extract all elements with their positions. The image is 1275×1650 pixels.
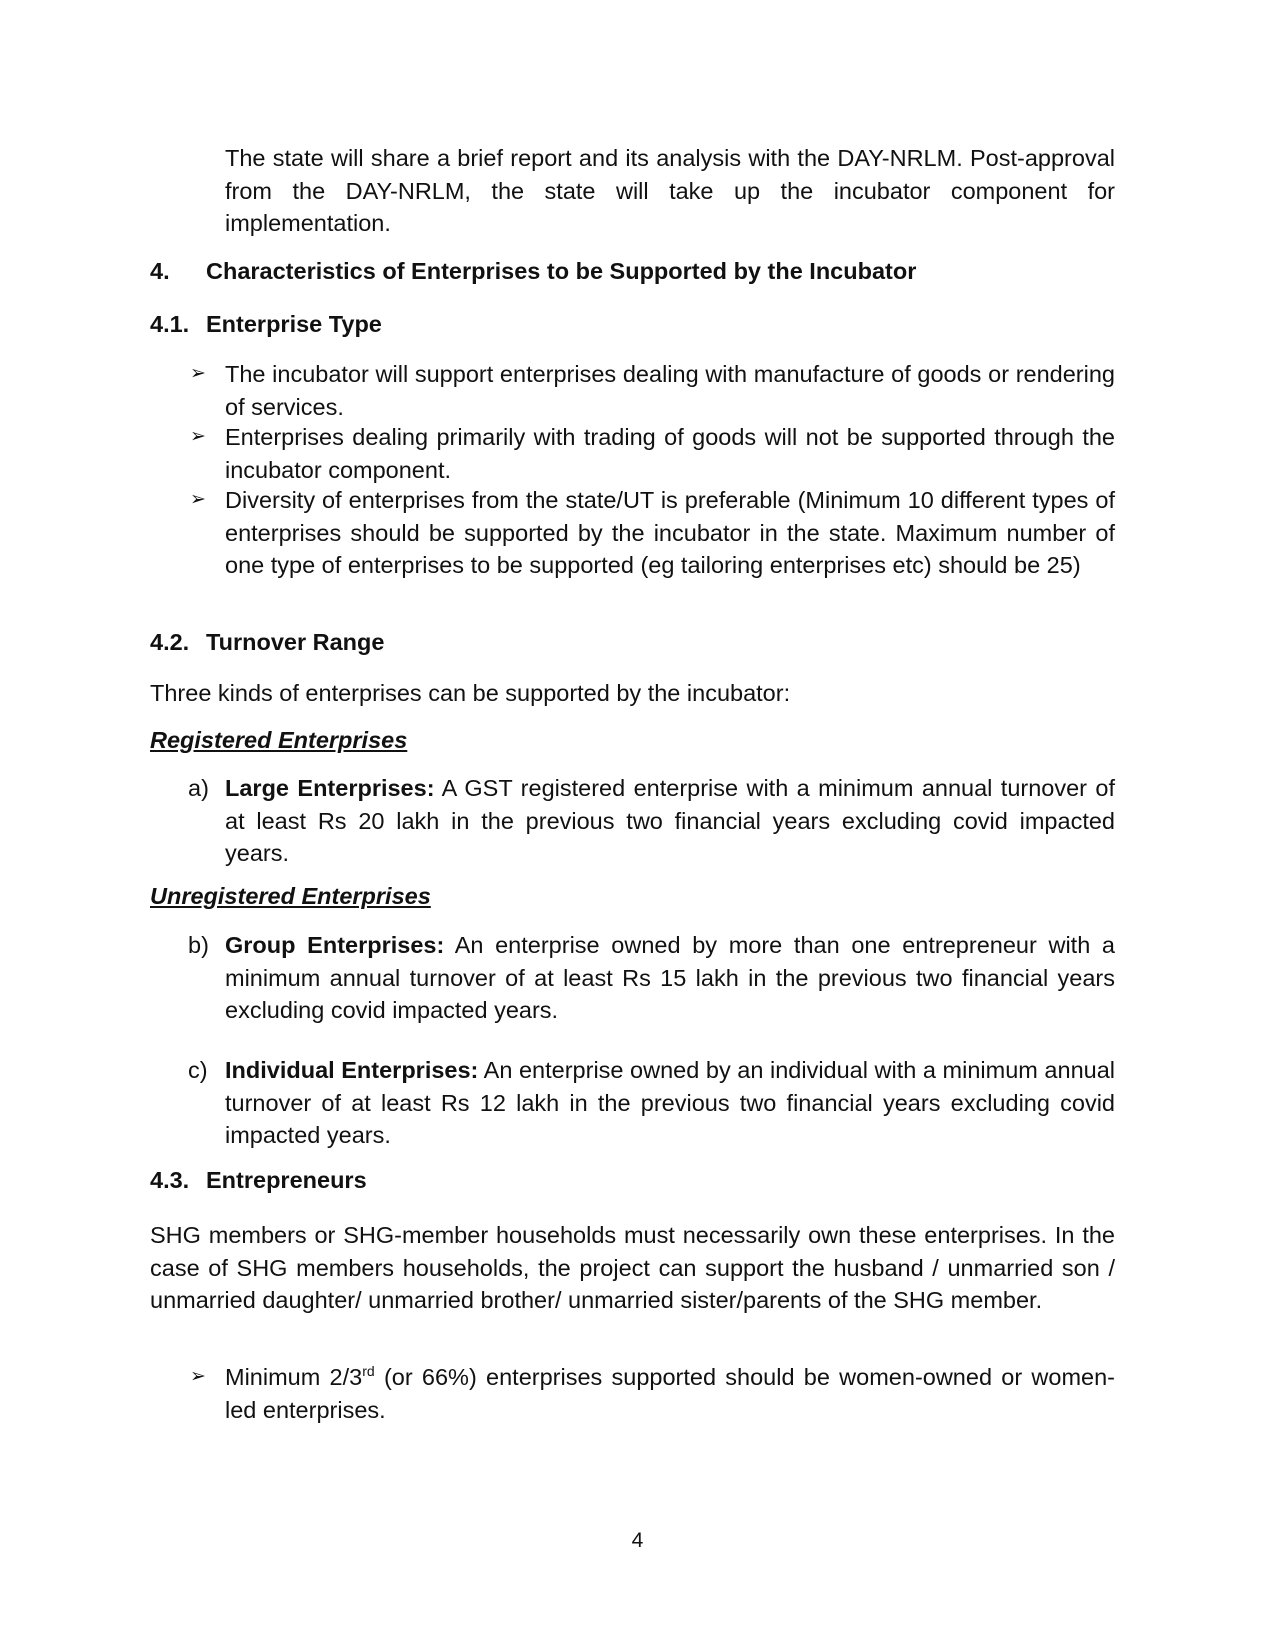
section-4-1-heading <box>150 308 1115 341</box>
definition: A GST registered enterprise with a minimum annual turnover of at least Rs 20 lakh in the previous two financial years excluding covid impacted years. <box>225 775 1115 866</box>
section-number: 4.1. <box>150 311 190 337</box>
section-4-heading <box>150 255 1115 288</box>
bullet-item <box>225 1361 1115 1426</box>
registered-subheading <box>150 724 1115 757</box>
bullet-item: Diversity of enterprises from the state/UT is preferable (Minimum 10 different types of enterprises should be supported by the incubator in the state. Maximum number of one type of enterprises to be supported (eg tailoring enterprises etc) should be 25) <box>225 487 1115 578</box>
list-marker: b) <box>188 932 209 958</box>
bullet-text-end: (or 66%) enterprises supported should be women-owned or women-led enterprises. <box>225 1364 1115 1423</box>
section-title: Enterprise Type <box>206 311 382 337</box>
arrow-bullet-icon: ➢ <box>190 489 206 510</box>
section-number: 4.2. <box>150 629 190 655</box>
list-item <box>225 1054 1115 1152</box>
turnover-intro: Three kinds of enterprises can be supported by the incubator: <box>150 680 791 706</box>
page-number: 4 <box>631 1529 644 1552</box>
list-item <box>225 772 1115 870</box>
unregistered-subheading-text: Unregistered Enterprises <box>150 883 431 909</box>
arrow-bullet-icon: ➢ <box>190 426 206 447</box>
section-4-2-heading <box>150 626 1115 659</box>
term: Group Enterprises: <box>225 932 445 958</box>
list-marker: a) <box>188 775 209 801</box>
section-number: 4. <box>150 258 170 284</box>
bullet-item: Enterprises dealing primarily with trading of goods will not be supported through the incubator component. <box>225 424 1115 483</box>
bullet-item: The incubator will support enterprises dealing with manufacture of goods or rendering of services. <box>225 361 1115 420</box>
arrow-bullet-icon: ➢ <box>190 363 206 384</box>
section-number: 4.3. <box>150 1167 190 1193</box>
definition: An enterprise owned by more than one entrepreneur with a minimum annual turnover of at least Rs 15 lakh in the previous two financial years excluding covid impacted years. <box>225 932 1116 1023</box>
superscript: rd <box>362 1363 375 1380</box>
section-title: Characteristics of Enterprises to be Supported by the Incubator <box>206 258 917 284</box>
list-marker: c) <box>188 1057 208 1083</box>
section-4-3-heading <box>150 1164 1115 1197</box>
bullet-text-start: Minimum 2/3 <box>225 1364 363 1390</box>
section-title: Entrepreneurs <box>206 1167 367 1193</box>
term: Individual Enterprises: <box>225 1057 479 1083</box>
registered-subheading-text: Registered Enterprises <box>150 727 408 753</box>
term: Large Enterprises: <box>225 775 435 801</box>
section-title: Turnover Range <box>206 629 385 655</box>
intro-paragraph: The state will share a brief report and its analysis with the DAY-NRLM. Post-approval from the DAY-NRLM, the state will take up the incubator component for implementation. <box>225 145 1115 236</box>
arrow-bullet-icon: ➢ <box>190 1366 206 1387</box>
list-item <box>225 929 1115 1027</box>
entrepreneurs-paragraph: SHG members or SHG-member households must necessarily own these enterprises. In the case of SHG members households, the project can support the husband / unmarried son / unmarried daughter/ unmarried brother/ unmarried sister/parents of the SHG member. <box>150 1222 1115 1313</box>
unregistered-subheading <box>150 880 1115 913</box>
definition: An enterprise owned by an individual with a minimum annual turnover of at least Rs 12 lakh in the previous two financial years excluding covid impacted years. <box>225 1057 1115 1148</box>
